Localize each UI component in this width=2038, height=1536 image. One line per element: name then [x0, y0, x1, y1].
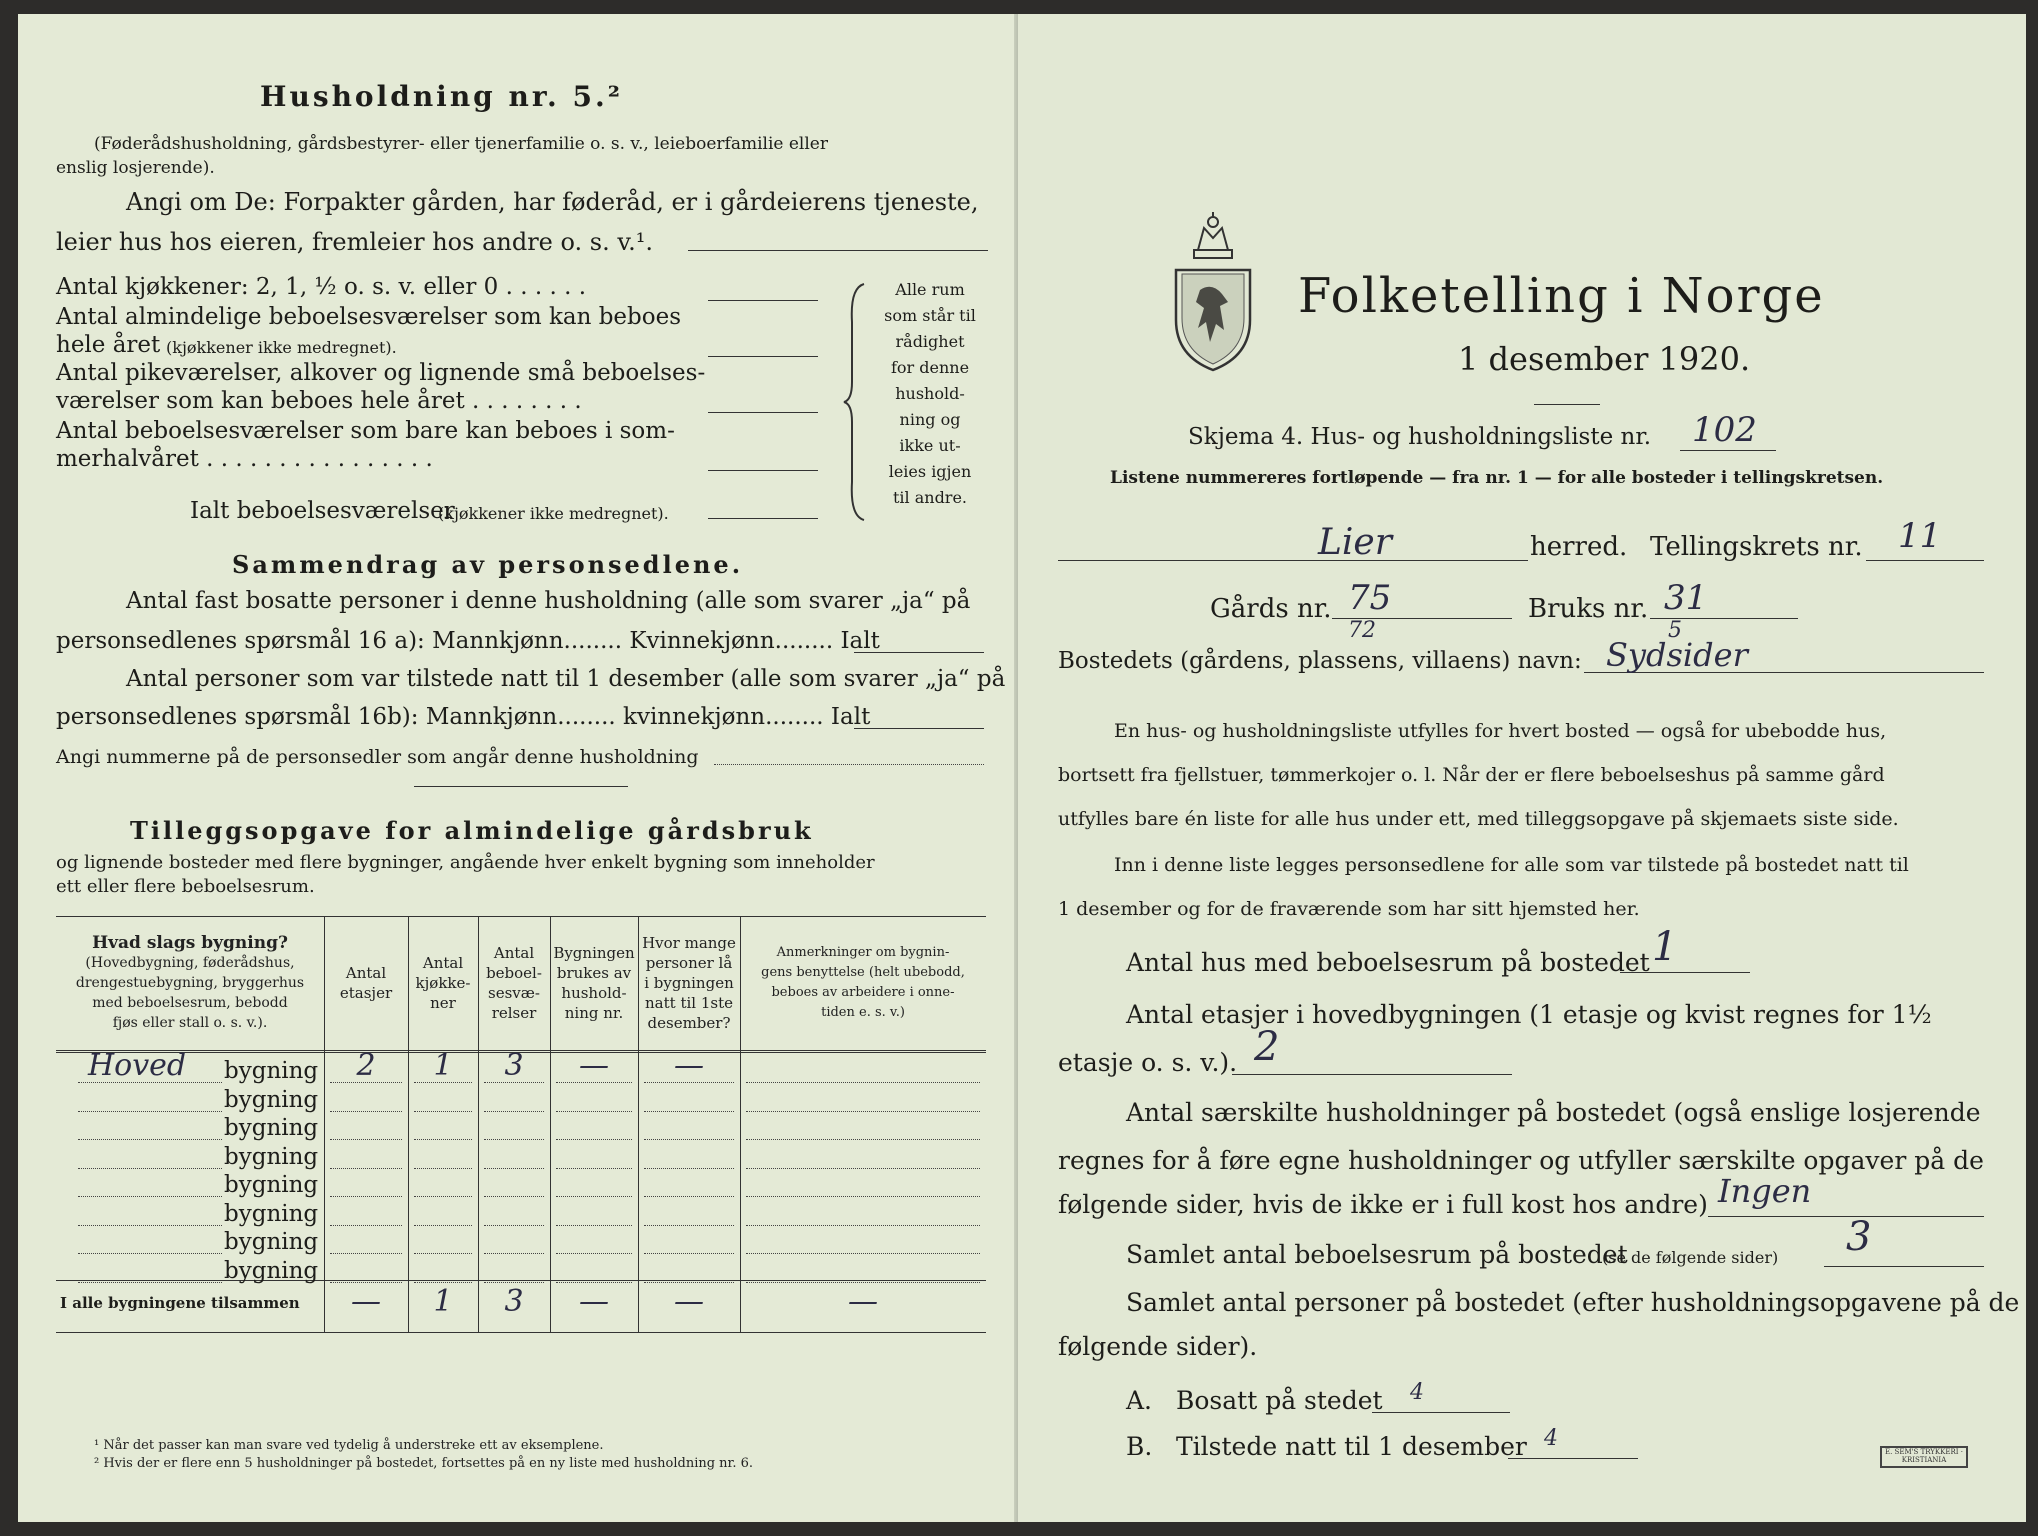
table-cell-value: — [674, 1048, 704, 1083]
table-cell-line [644, 1168, 734, 1169]
herred-label: herred. [1530, 532, 1628, 562]
table-cell-line [484, 1111, 544, 1112]
q-persons-label-1: Samlet antal personer på bostedet (efter husholdningsopgavene på de [1126, 1288, 2020, 1317]
table-total-value: — [351, 1284, 381, 1319]
tellingskrets-value: 11 [1898, 516, 1942, 556]
bruks-value-2: 5 [1668, 618, 1682, 643]
table-cell-line [414, 1282, 472, 1283]
table-cell-line [414, 1225, 472, 1226]
tellingskrets-label: Tellingskrets nr. [1650, 532, 1863, 562]
angi-line-2: leier hus hos eieren, fremleier hos andre o. s. v.¹. [56, 228, 653, 256]
footnote-1: ¹ Når det passer kan man svare ved tydelig å understreke ett av eksemplene. [94, 1438, 604, 1453]
schema-number-value: 102 [1692, 410, 1757, 450]
census-title: Folketelling i Norge [1298, 268, 1825, 324]
table-cell-line [746, 1111, 980, 1112]
bosted-label: Bostedets (gårdens, plassens, villaens) navn: [1058, 648, 1582, 674]
table-cell-line [746, 1253, 980, 1254]
q-b-text: Tilstede natt til 1 desember [1176, 1432, 1527, 1461]
brace-note-line: for denne [890, 358, 970, 377]
q-houses-label: Antal hus med beboelsesrum på bostedet [1126, 948, 1650, 977]
table-total-value: — [674, 1284, 704, 1319]
total-rooms-label-b: (kjøkkener ikke medregnet). [438, 504, 669, 523]
instruction-3: utfylles bare én liste for alle hus under ett, med tilleggsopgave på skjemaets siste side. [1058, 808, 1899, 830]
q-a-text: Bosatt på stedet [1176, 1386, 1383, 1415]
tillegg-title: Tilleggsopgave for almindelige gårdsbruk [130, 816, 814, 845]
q-houses-line [1620, 972, 1750, 973]
bruks-label: Bruks nr. [1528, 594, 1649, 624]
schema-label: Skjema 4. Hus- og husholdningsliste nr. [1188, 424, 1652, 450]
table-cell-line [746, 1282, 980, 1283]
table-cell-line [330, 1225, 402, 1226]
building-row-label: bygning [224, 1143, 319, 1170]
household-intro-2: enslig losjerende). [56, 158, 215, 178]
q-b-line [1508, 1458, 1638, 1459]
schema-number-line [1680, 450, 1776, 451]
total-rooms-answer-line [708, 518, 818, 519]
q-households-label-2: regnes for å føre egne husholdninger og utfyller særskilte opgaver på de [1058, 1146, 1984, 1175]
table-column-header: Hvor mange personer lå i bygningen natt til 1ste desember? [642, 934, 736, 1032]
instruction-4: Inn i denne liste legges personsedlene for alle som var tilstede på bostedet natt til [1114, 854, 1909, 876]
tellingskrets-line [1866, 560, 1984, 561]
table-cell-line [484, 1196, 544, 1197]
kitchen-count-label: Antal kjøkkener: 2, 1, ½ o. s. v. eller 0 . . . . . . [56, 274, 587, 300]
building-row-label: bygning [224, 1086, 319, 1113]
brace-note-line: som står til [884, 306, 976, 325]
table-cell-line [746, 1196, 980, 1197]
bruks-value: 31 [1664, 578, 1708, 618]
table-cell-line [330, 1282, 402, 1283]
table-cell-line [644, 1139, 734, 1140]
table-cell-line [414, 1196, 472, 1197]
summer-rooms-answer-line [708, 470, 818, 471]
table-column-header: Antal kjøkke- ner [415, 954, 471, 1012]
building-name-line [78, 1282, 222, 1283]
rooms-label-2: hele året [56, 332, 161, 358]
q-rooms-small: (se de følgende sider) [1602, 1248, 1779, 1267]
building-name-line [78, 1196, 222, 1197]
table-cell-line [556, 1111, 632, 1112]
building-row-label: bygning [224, 1115, 319, 1141]
table-total-value: 3 [504, 1284, 524, 1319]
angi-line-1: Angi om De: Forpakter gården, har føderåd, er i gårdeierens tjeneste, [126, 188, 979, 216]
summary-line-4: personsedlenes spørsmål 16b): Mannkjønn........ kvinnekjønn........ Ialt [56, 704, 871, 730]
instruction-5: 1 desember og for de fraværende som har sitt hjemsted her. [1058, 898, 1640, 920]
table-cell-value: 2 [356, 1048, 376, 1083]
brace-note-line: ikke ut- [899, 436, 961, 455]
building-name-line [78, 1139, 222, 1140]
q-a-label: A. [1126, 1386, 1153, 1415]
table-column-header: Antal etasjer [339, 964, 393, 1002]
table-total-value: — [579, 1284, 609, 1319]
summary-line-3: Antal personer som var tilstede natt til 1 desember (alle som svarer „ja“ på [126, 666, 1006, 692]
table-cell-line [746, 1225, 980, 1226]
table-cell-line [414, 1253, 472, 1254]
q-b-label: B. [1126, 1432, 1153, 1461]
building-row-label: bygning [224, 1058, 319, 1084]
table-cell-value: — [579, 1048, 609, 1083]
table-cell-line [556, 1282, 632, 1283]
footnote-2: ² Hvis der er flere enn 5 husholdninger på bostedet, fortsettes på en ny liste med husholdning nr. 6. [94, 1456, 754, 1471]
table-cell-value: 3 [504, 1048, 524, 1083]
brace-icon [842, 282, 872, 522]
maid-rooms-label-1: Antal pikeværelser, alkover og lignende små beboelses- [56, 360, 706, 386]
maid-rooms-answer-line [708, 412, 818, 413]
maid-rooms-label-2: værelser som kan beboes hele året . . . . . . . . [56, 388, 582, 414]
left-page [18, 14, 1018, 1522]
printer-stamp: E. SEM'S TRYKKERI · KRISTIANIA [1880, 1446, 1968, 1468]
q-rooms-line [1824, 1266, 1984, 1267]
summary-total-line-1 [854, 652, 984, 653]
table-total-value: — [848, 1284, 878, 1319]
table-cell-line [414, 1139, 472, 1140]
table-cell-line [484, 1225, 544, 1226]
table-cell-value: 1 [433, 1048, 453, 1083]
table-cell-line [556, 1139, 632, 1140]
table-column-header: Hvad slags bygning? (Hovedbygning, føderådshus, drengestuebygning, bryggerhus med beboelsesrum, bebodd fjøs eller stall o. s. v.). [75, 933, 305, 1031]
instruction-1: En hus- og husholdningsliste utfylles for hvert bosted — også for ubebodde hus, [1114, 720, 1887, 742]
table-cell-line [556, 1196, 632, 1197]
q-households-value: Ingen [1718, 1172, 1812, 1210]
norway-coat-of-arms-icon [1170, 210, 1256, 374]
table-cell-line [644, 1253, 734, 1254]
table-total-label: I alle bygningene tilsammen [60, 1294, 300, 1312]
building-name-line [78, 1111, 222, 1112]
household-intro: (Føderådshusholdning, gårdsbestyrer- eller tjenerfamilie o. s. v., leieboerfamilie eller [94, 134, 828, 154]
brace-note-line: hushold- [895, 384, 965, 403]
table-cell-line [414, 1168, 472, 1169]
herred-value: Lier [1318, 522, 1392, 563]
table-cell-line [484, 1253, 544, 1254]
building-name-line [78, 1225, 222, 1226]
q-houses-value: 1 [1652, 924, 1678, 970]
building-name-value: Hoved [88, 1048, 187, 1083]
table-column-header: Anmerkninger om bygnin- gens benyttelse (helt ubebodd, beboes av arbeidere i onne- tiden e. s. v.) [761, 945, 965, 1020]
q-floors-value: 2 [1254, 1024, 1280, 1070]
q-floors-label-2: etasje o. s. v.). [1058, 1048, 1238, 1077]
table-cell-line [644, 1282, 734, 1283]
table-cell-line [330, 1139, 402, 1140]
table-cell-line [644, 1225, 734, 1226]
q-households-label-3: følgende sider, hvis de ikke er i full kost hos andre) [1058, 1190, 1708, 1219]
brace-note-line: til andre. [892, 488, 968, 507]
building-name-line [78, 1168, 222, 1169]
summary-total-line-2 [854, 728, 984, 729]
summary-line-1: Antal fast bosatte personer i denne husholdning (alle som svarer „ja“ på [126, 588, 971, 614]
herred-line [1058, 560, 1528, 561]
table-cell-line [746, 1168, 980, 1169]
table-cell-line [414, 1111, 472, 1112]
q-a-line [1372, 1412, 1510, 1413]
census-date: 1 desember 1920. [1458, 340, 1751, 378]
angi-answer-line [688, 250, 988, 251]
right-page [1018, 14, 2026, 1522]
summer-rooms-label-1: Antal beboelsesværelser som bare kan beboes i som- [56, 418, 675, 444]
summary-numbers-line [714, 764, 984, 765]
table-cell-line [556, 1168, 632, 1169]
brace-note-line: leies igjen [888, 462, 972, 481]
brace-note-line: rådighet [895, 332, 965, 351]
tillegg-line-1: og lignende bosteder med flere bygninger, angående hver enkelt bygning som inneholder [56, 852, 875, 873]
table-cell-line [746, 1139, 980, 1140]
q-rooms-value: 3 [1846, 1214, 1872, 1260]
rooms-answer-line [708, 356, 818, 357]
table-cell-line [556, 1253, 632, 1254]
table-column-header: Bygningen brukes av hushold- ning nr. [553, 944, 635, 1022]
rooms-label-1: Antal almindelige beboelsesværelser som kan beboes [56, 304, 682, 330]
summer-rooms-label-2: merhalvåret . . . . . . . . . . . . . . . . [56, 446, 433, 472]
table-cell-line [330, 1111, 402, 1112]
building-row-label: bygning [224, 1229, 319, 1255]
q-floors-line [1232, 1074, 1512, 1075]
brace-note-line: Alle rum [895, 280, 965, 299]
listene-note: Listene nummereres fortløpende — fra nr. 1 — for alle bosteder i tellingskretsen. [1110, 468, 1884, 488]
q-rooms-label: Samlet antal beboelsesrum på bostedet [1126, 1240, 1628, 1269]
table-bottom-border [56, 1332, 986, 1333]
table-total-value: 1 [433, 1284, 453, 1319]
gards-value: 75 [1348, 578, 1392, 618]
gards-value-2: 72 [1348, 618, 1376, 643]
title-divider [1534, 404, 1600, 405]
instruction-2: bortsett fra fjellstuer, tømmerkojer o. l. Når der er flere beboelseshus på samme gård [1058, 764, 1885, 786]
total-rooms-label: Ialt beboelsesværelser [190, 498, 455, 524]
table-cell-line [330, 1196, 402, 1197]
kitchen-answer-line [708, 300, 818, 301]
summary-line-2: personsedlenes spørsmål 16 a): Mannkjønn........ Kvinnekjønn........ Ialt [56, 628, 880, 654]
building-row-label: bygning [224, 1172, 319, 1198]
building-name-line [78, 1253, 222, 1254]
summary-divider [414, 786, 628, 787]
table-cell-line [556, 1225, 632, 1226]
summary-title: Sammendrag av personsedlene. [232, 550, 744, 579]
q-a-value: 4 [1410, 1380, 1424, 1405]
brace-note-line: ning og [899, 410, 961, 429]
bosted-value: Sydsider [1606, 636, 1748, 674]
table-cell-line [330, 1253, 402, 1254]
building-row-label: bygning [224, 1200, 319, 1227]
household-heading: Husholdning nr. 5.² [260, 80, 624, 113]
rooms-label-2b: (kjøkkener ikke medregnet). [166, 338, 397, 357]
q-persons-label-2: følgende sider). [1058, 1332, 1258, 1361]
table-cell-line [330, 1168, 402, 1169]
table-cell-line [644, 1111, 734, 1112]
table-column-header: Antal beboel- sesvæ- relser [486, 944, 542, 1022]
gards-label: Gårds nr. [1210, 594, 1332, 624]
tillegg-line-2: ett eller flere beboelsesrum. [56, 876, 315, 897]
table-cell-line [484, 1168, 544, 1169]
q-floors-label-1: Antal etasjer i hovedbygningen (1 etasje og kvist regnes for 1½ [1126, 1000, 1932, 1029]
summary-line-5: Angi nummerne på de personsedler som angår denne husholdning [56, 746, 699, 768]
table-top-border [56, 916, 986, 917]
q-b-value: 4 [1544, 1426, 1558, 1451]
table-cell-line [746, 1082, 980, 1083]
table-cell-line [484, 1139, 544, 1140]
table-cell-line [484, 1282, 544, 1283]
table-cell-line [644, 1196, 734, 1197]
building-row-label: bygning [224, 1257, 319, 1284]
q-households-label-1: Antal særskilte husholdninger på bostedet (også enslige losjerende [1126, 1098, 1981, 1127]
